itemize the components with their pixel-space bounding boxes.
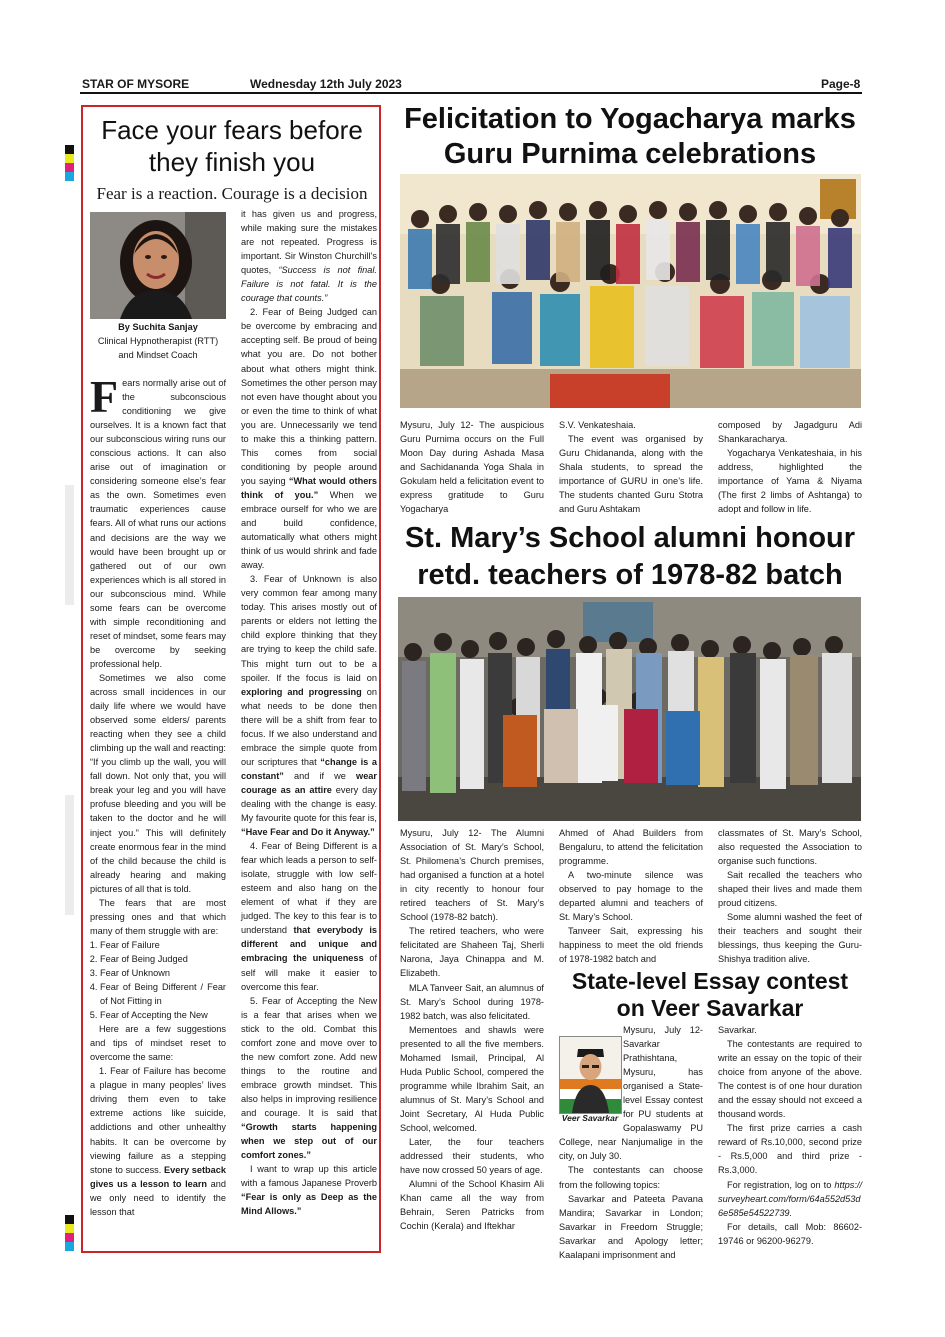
paragraph: classmates of St. Mary’s School, also requested the Association to organise such functions. <box>718 828 862 867</box>
margin-strip <box>65 795 74 915</box>
margin-strip <box>65 485 74 605</box>
text: For registration, log on to <box>727 1179 832 1190</box>
color-registration-mark <box>65 1215 74 1251</box>
paragraph: The retired teachers, who were felicitated are Shaheen Taj, Sherli Narona, Jaya Chinappa and M. Elizabeth. <box>400 926 544 979</box>
list-item: 5. Fear of Accepting the New <box>100 1008 226 1022</box>
paragraph: ears normally arise out of the subconscious conditioning we give ourselves. It is a known fact that our subconscious wiring runs our conscious actions. It can also arise out of imagination or considering someone else’s fear as the own. Sometimes even traumatic experiences cause fears. All of what runs our actions and decisions are the way we would have been brought up or gathered out of our own experiences which is all stored in our subconscious mind. While some fears can be overcome with simple reconditioning and reset of mindset, some fears may be overcome by seeking professional help. <box>90 378 226 669</box>
text: 4. Fear of Being Different is a fear which leads a person to self-isolate, struggle with low self-esteem and also hang on the element of what if they are judged. The key to this fear is to understand <box>241 841 377 936</box>
paragraph: The fears that are most pressing ones and that which many of them struggle with are: <box>90 897 226 936</box>
paragraph: Mementoes and shawls were presented to all the five members. Mohamed Ismail, Principal, Al Huda Public School, compered the programme while Ibrahim Sait, an alumnus of St. Mary’s School and Joint Secretary, Al Huda Public School, welcomed. <box>400 1024 544 1133</box>
paragraph: The contestants are required to write an essay on the topic of their choice from anyone of the above. The contest is of one hour duration and the essay should not exceed a thousand words. <box>718 1039 862 1120</box>
fears-article-subtitle: Fear is a reaction. Courage is a decision <box>96 184 368 203</box>
text: it has given us and progress, while making sure the mistakes are not repeated. Progress is important. Sir Winston Churchill’s quotes, <box>241 209 377 276</box>
paragraph: Alumni of the School Khasim Ali Khan came all the way from Behrain, Seren Patricks from Cochin (Kerala) and Iftekhar <box>400 1179 544 1232</box>
paragraph: Yogacharya Venkateshaia, in his address, highlighted the importance of Yama & Niyama (The first 2 limbs of Ashtanga) to adopt and follow in life. <box>718 448 862 515</box>
paragraph <box>241 572 377 839</box>
bold-text: wear courage as an attire <box>241 770 377 795</box>
essay-contest-title <box>557 968 863 1022</box>
paragraph: A two-minute silence was observed to pay homage to the departed alumni and teachers of St. Mary’s School. <box>559 870 703 923</box>
paragraph: Sait recalled the teachers who shaped their lives and made them proud citizens. <box>718 870 862 909</box>
paragraph <box>718 1178 862 1220</box>
title-line: Guru Purnima celebrations <box>443 138 817 170</box>
newspaper-name: STAR OF MYSORE <box>82 77 190 91</box>
author-role: Clinical Hypnotherapist (RTT) <box>97 336 219 346</box>
paragraph: S.V. Venkateshaia. <box>559 420 636 430</box>
fears-article-col2 <box>241 207 377 1218</box>
alumni-article-col1 <box>400 826 544 1233</box>
text: and we only need to identify the lesson that <box>90 1178 226 1217</box>
bold-text: Every setback gives us a lesson to learn <box>90 1164 226 1189</box>
author-role: and Mindset Coach <box>118 350 198 360</box>
yoga-group-photo <box>400 174 861 408</box>
text: of self will make it easier to overcome this fear. <box>241 953 377 992</box>
photo-wrap-spacer <box>559 1023 623 1134</box>
registration-link[interactable]: https://surveyheart.com/form/64a552d53d6e585e54522739. <box>718 1179 862 1218</box>
paragraph: Some alumni washed the feet of their teachers and sought their blessings, thus keeping the Guru-Shishya tradition alive. <box>718 912 862 965</box>
bold-text: “Growth starts happening when we step out of our comfort zones.” <box>241 1122 377 1161</box>
paragraph <box>241 994 377 1163</box>
list-item: 2. Fear of Being Judged <box>100 952 226 966</box>
essay-contest-col3 <box>718 1023 862 1248</box>
title-line: St. Mary’s School alumni honour <box>404 522 856 554</box>
color-registration-mark <box>65 145 74 181</box>
fears-article-title <box>84 114 380 178</box>
yoga-group-photo-art <box>400 174 861 408</box>
paragraph: Mysuru, July 12- Savarkar Prathishtana, Mysuru, has organised a State-level Essay contest for PU students at Gopalaswamy PU College, near Nanjumalige in the city, on July 30. <box>559 1025 703 1162</box>
paragraph <box>241 207 377 305</box>
bold-text: “Fear is only as Deep as the Mind Allows.” <box>241 1192 377 1217</box>
text: 1. Fear of Failure has become a plague in many peoples’ lives driving them even to take extreme actions like suicide, addictions and other unhealthy habits. It can be overcome by viewing failure as a stepping stone to success. <box>90 1066 226 1175</box>
yoga-article-col1 <box>400 418 544 516</box>
paragraph: MLA Tanveer Sait, an alumnus of St. Mary’s School during 1978-1982 batch, was also felicitated. <box>400 982 544 1021</box>
alumni-group-photo <box>398 597 861 821</box>
paragraph: Savarkar. <box>718 1025 757 1035</box>
paragraph: Later, the four teachers addressed their students, who have now crossed 50 years of age. <box>400 1137 544 1176</box>
paragraph: Tanveer Sait, expressing his happiness to meet the old friends of 1978-1982 batch and <box>559 926 703 965</box>
paragraph: Mysuru, July 12- The auspicious Guru Purnima occurs on the Full Moon Day during Ashada Masa and Sachidananda Yoga Shala in Gokulam held a felicitation event to express gratitude to Guru Yogacharya <box>400 420 544 515</box>
alumni-group-photo-art <box>398 597 861 821</box>
list-item: 1. Fear of Failure <box>100 938 226 952</box>
fears-article-col1 <box>90 371 226 1219</box>
title-line: they finish you <box>148 147 316 177</box>
text: 2. Fear of Being Judged can be overcome by embracing and accepting self. Be proud of being what you are. Do not bother about what others might think. Sometimes the other person may not even have thought about you or even the time to think of what you are. Unnecessarily we tend to make this a thinking pattern. This comes from social conditioning by people around you saying <box>241 307 377 486</box>
paragraph: Savarkar and Pateeta Pavana Mandira; Savarkar in London; Savarkar in Freedom Struggle; Savarkar and Apology letter; Kaalapani imprisonment and <box>559 1193 703 1260</box>
author-name: By Suchita Sanjay <box>118 322 198 332</box>
bold-text: exploring and progressing <box>241 686 362 697</box>
header-rule <box>80 92 862 94</box>
list-item: 4. Fear of Being Different / Fear of Not Fitting in <box>100 980 226 1008</box>
text: and if we <box>294 770 346 781</box>
yoga-article-col3 <box>718 418 862 516</box>
paragraph: Sometimes we also come across small incidences in our daily life where we would have observed some elders/ parents reacting when they see a child climbing up the wall and reacting: “If you climb up the wall, you will fall down. Not only that, you will break your leg and you will have profuse bleeding and you will be taken to the doctor and he will inject you.” This will definitely create enormous fear in the mind of the child because the child is already hearing and making pictures of all that is told. <box>90 672 226 894</box>
bold-text: “Have Fear and Do it Anyway.” <box>241 827 375 838</box>
author-credit <box>86 320 230 362</box>
drop-cap: F <box>90 371 119 422</box>
yoga-article-col2 <box>559 418 703 516</box>
paragraph <box>241 839 377 994</box>
bold-text: “change is a constant” <box>241 756 377 781</box>
fears-list <box>90 938 226 1022</box>
paragraph: The first prize carries a cash reward of Rs.10,000, second prize - Rs.5,000 and third prize - Rs.3,000. <box>718 1123 862 1176</box>
title-line: on Veer Savarkar <box>616 995 804 1021</box>
paragraph: Mysuru, July 12- The Alumni Association of St. Mary’s School, St. Philomena’s Church premises, had organised a function at a hotel in city recently to honour four retired teachers of St. Mary’s School (1978-82 batch). <box>400 828 544 923</box>
alumni-article-col3 <box>718 826 862 966</box>
title-line: Felicitation to Yogacharya marks <box>404 103 856 135</box>
alumni-article-title <box>398 520 862 594</box>
paragraph: Ahmed of Ahad Builders from Bengaluru, to attend the felicitation programme. <box>559 828 703 867</box>
italic-quote: “Success is not final. Failure is not fatal. It is the courage that counts.” <box>241 265 377 304</box>
bold-text: that everybody is different and unique and embracing the uniqueness <box>241 925 377 964</box>
paragraph: composed by Jagadguru Adi Shankaracharya. <box>718 420 862 445</box>
page-number: Page-8 <box>821 77 861 91</box>
paragraph: For details, call Mob: 86602-19746 or 96200-96279. <box>718 1221 862 1246</box>
paragraph <box>241 1162 377 1218</box>
text: I want to wrap up this article with a famous Japanese Proverb <box>241 1164 377 1189</box>
paragraph <box>90 1064 226 1219</box>
yoga-article-title <box>398 102 862 172</box>
paragraph: The event was organised by Guru Chidananda, along with the Shala students, to spread the importance of GURU in one’s life. The students chanted Guru Stotra and Guru Ashtakam <box>559 434 703 515</box>
bold-text: “What would others think of you.” <box>241 475 377 500</box>
paragraph: Here are a few suggestions and tips of mindset reset to overcome the same: <box>90 1024 226 1063</box>
title-line: retd. teachers of 1978-82 batch <box>417 559 843 591</box>
photo-caption: Veer Savarkar <box>561 1113 619 1123</box>
title-line: State-level Essay contest <box>571 968 849 994</box>
text: on what needs to be done then there will be a shift from fear to focus. If we also understand and embrace the simple quote from our scriptures that <box>241 686 377 767</box>
issue-date: Wednesday 12th July 2023 <box>250 77 402 91</box>
author-portrait-art <box>90 212 226 319</box>
list-item: 3. Fear of Unknown <box>100 966 226 980</box>
author-portrait <box>90 212 226 319</box>
text: 5. Fear of Accepting the New is a fear that arises when we stick to the old. Combat this comfort zone and move over to the new comfort zone. Add new things to the routine and embrace growth mindset. This also helps in improving resilience and courage. It is said that <box>241 995 377 1118</box>
text: every day dealing with the change is easy. My favourite quote for this fear is, <box>241 784 377 824</box>
essay-contest-col2 <box>559 1023 703 1262</box>
title-line: Face your fears before <box>101 115 363 145</box>
text: When we embrace ourself for who we are and build confidence, automatically what others might think of us would shrink and fade away. <box>241 489 377 571</box>
paragraph <box>241 305 377 572</box>
paragraph: The contestants can choose from the following topics: <box>559 1165 703 1190</box>
text: 3. Fear of Unknown is also very common fear among many today. This arises mostly out of parents or elders not letting the child explore thinking that they are trying to keep the child safe. This might turn out to be a spoiler. If the focus is laid on <box>241 574 377 683</box>
alumni-article-col2 <box>559 826 703 966</box>
